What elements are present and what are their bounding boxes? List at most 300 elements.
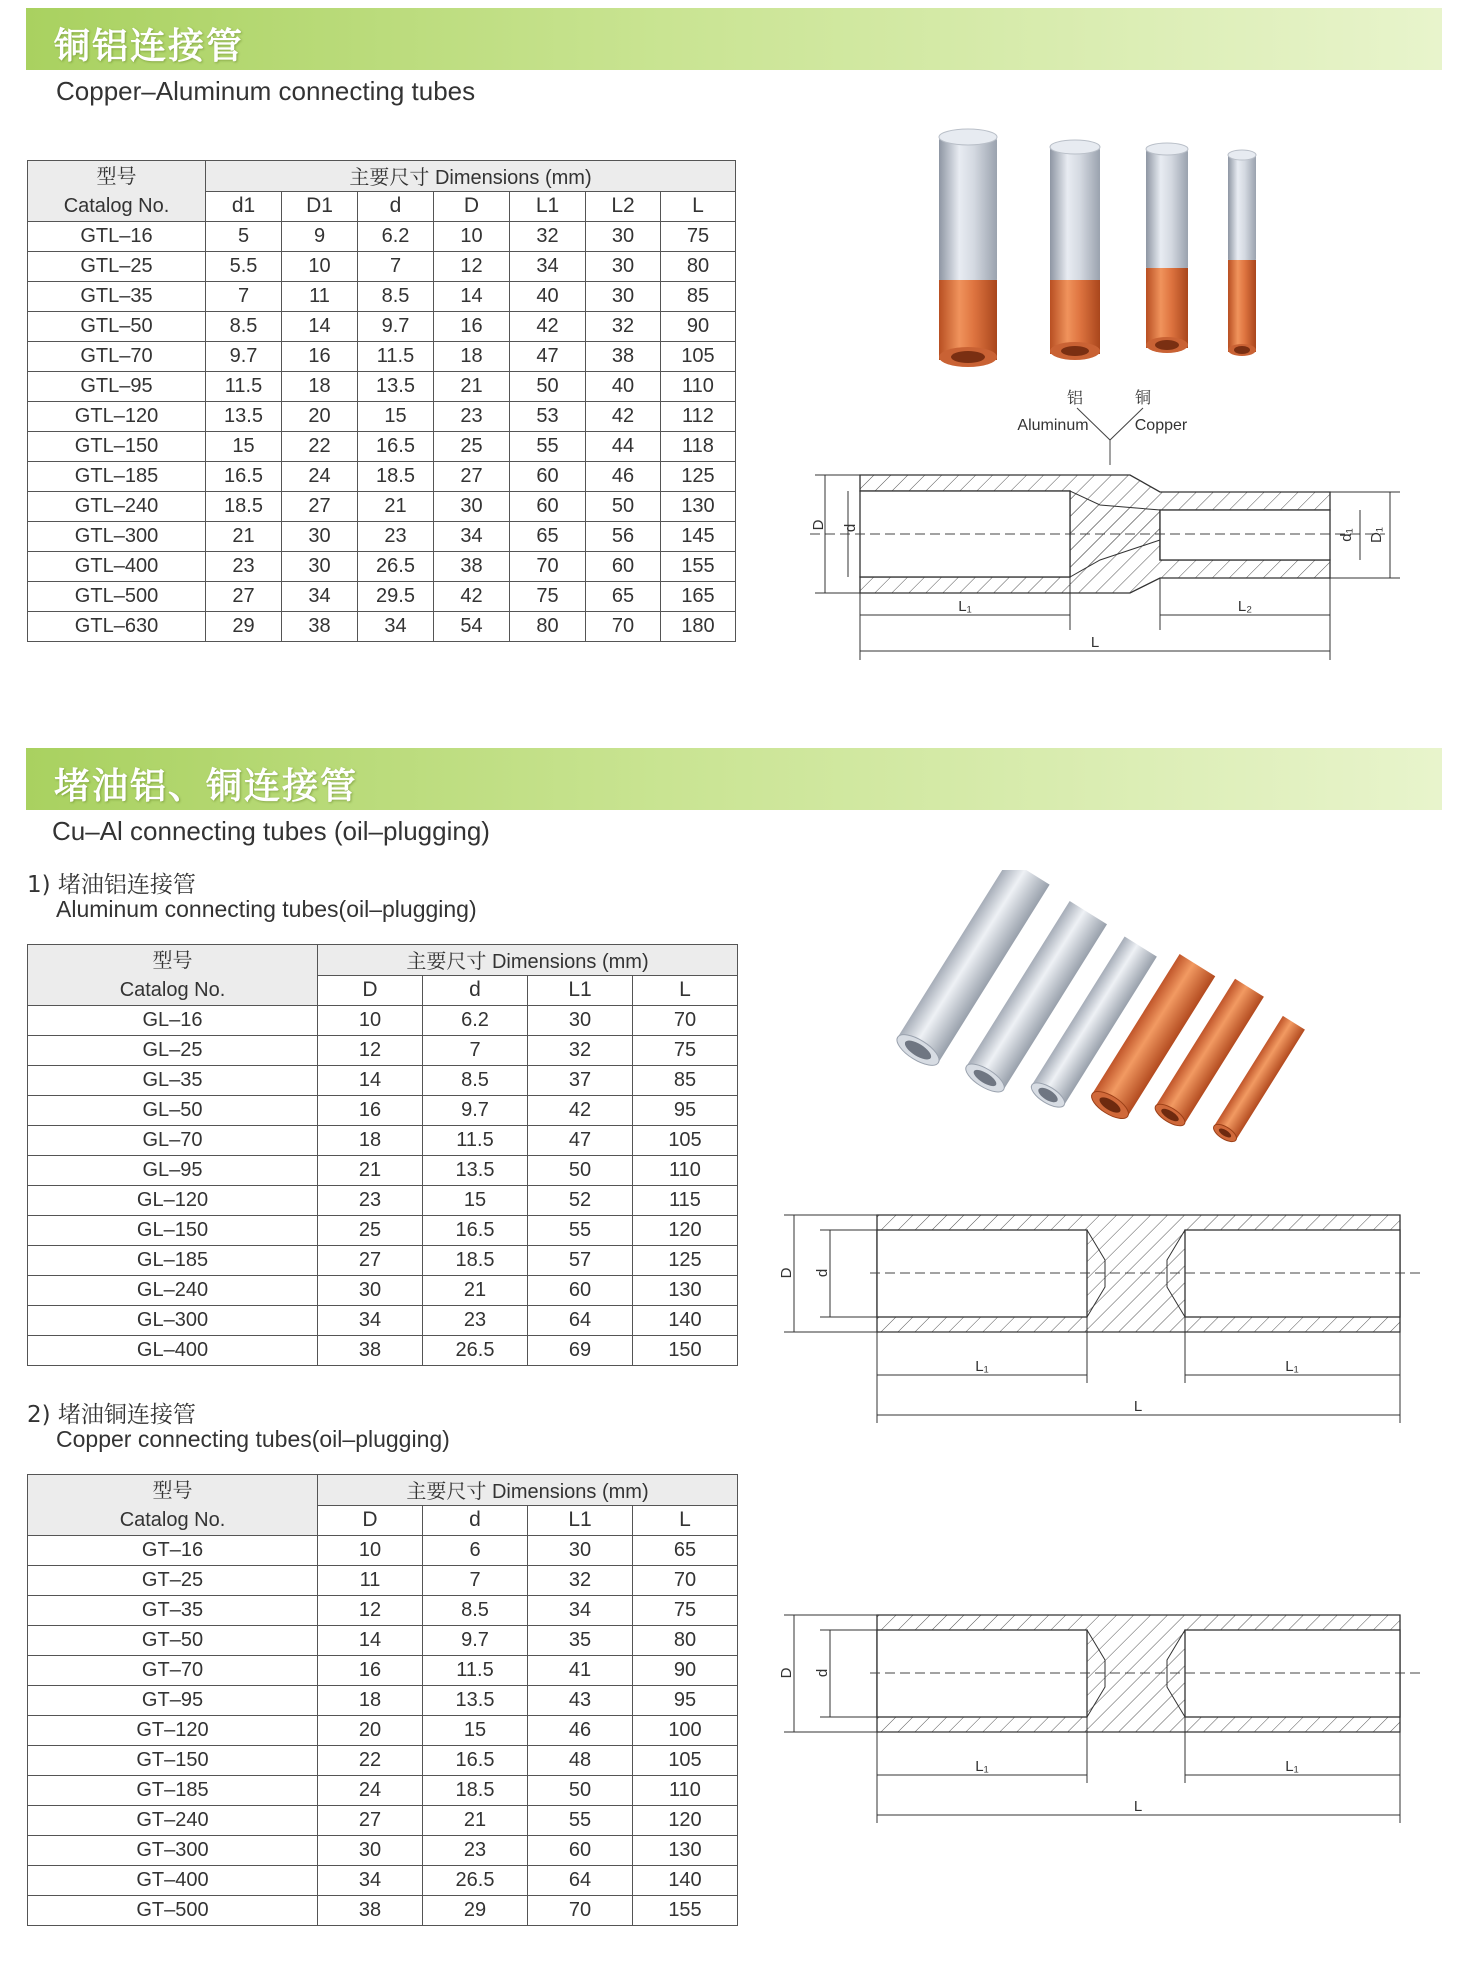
table-row <box>28 1336 738 1366</box>
column-header: L <box>633 1505 738 1536</box>
catalog-header-cn: 型号 <box>152 1478 193 1502</box>
dimension-cell: 12 <box>318 1596 423 1626</box>
dimension-cell: 70 <box>633 1566 738 1596</box>
catalog-number-cell: GTL–95 <box>28 372 206 402</box>
dimension-cell: 43 <box>528 1686 633 1716</box>
dimension-cell: 70 <box>528 1896 633 1926</box>
dimension-cell: 56 <box>586 522 661 552</box>
dimension-cell: 52 <box>528 1186 633 1216</box>
catalog-number-cell: GTL–500 <box>28 582 206 612</box>
table-row <box>28 1806 738 1836</box>
table-row <box>28 1306 738 1336</box>
catalog-number-cell: GTL–120 <box>28 402 206 432</box>
catalog-header <box>28 161 206 222</box>
dimension-cell: 57 <box>528 1246 633 1276</box>
dimension-cell: 44 <box>586 432 661 462</box>
dimension-cell: 85 <box>633 1066 738 1096</box>
dimension-cell: 21 <box>423 1806 528 1836</box>
dimension-cell: 8.5 <box>423 1066 528 1096</box>
table-row <box>28 492 736 522</box>
table-row <box>28 1536 738 1566</box>
tube-photo-4 <box>1228 150 1256 356</box>
table-row <box>28 432 736 462</box>
dimension-cell: 48 <box>528 1746 633 1776</box>
dimension-cell: 50 <box>528 1776 633 1806</box>
dimension-cell: 155 <box>661 552 736 582</box>
dimension-cell: 23 <box>423 1836 528 1866</box>
dimension-cell: 34 <box>528 1596 633 1626</box>
catalog-number-cell: GT–70 <box>28 1656 318 1686</box>
dimension-cell: 40 <box>510 282 586 312</box>
column-header: L2 <box>586 191 661 222</box>
dimension-cell: 46 <box>528 1716 633 1746</box>
dimension-cell: 65 <box>586 582 661 612</box>
dimension-cell: 35 <box>528 1626 633 1656</box>
section2-subtitle: Cu–Al connecting tubes (oil–plugging) <box>52 816 490 846</box>
catalog-number-cell: GL–95 <box>28 1156 318 1186</box>
catalog-header-en: Catalog No. <box>119 1509 226 1531</box>
dimension-cell: 130 <box>633 1836 738 1866</box>
table-row <box>28 1626 738 1656</box>
gl-technical-drawing <box>770 1205 1430 1435</box>
dimension-cell: 27 <box>282 492 358 522</box>
dimension-cell: 165 <box>661 582 736 612</box>
catalog-number-cell: GL–35 <box>28 1066 318 1096</box>
aluminum-label-en: Aluminum <box>1017 417 1089 434</box>
dimension-cell: 34 <box>510 252 586 282</box>
dimension-cell: 100 <box>633 1716 738 1746</box>
part2-heading-en: Copper connecting tubes(oil–plugging) <box>56 1426 450 1452</box>
dim-D1-label: D₁ <box>1368 527 1385 543</box>
table-row <box>28 1066 738 1096</box>
section1-banner <box>26 8 1442 70</box>
dimension-cell: 22 <box>318 1746 423 1776</box>
dimension-cell: 80 <box>633 1626 738 1656</box>
dimension-cell: 10 <box>318 1536 423 1566</box>
dimension-cell: 53 <box>510 402 586 432</box>
column-header: D <box>318 1505 423 1536</box>
dimension-cell: 16.5 <box>423 1216 528 1246</box>
column-header: L <box>633 975 738 1006</box>
dimension-cell: 27 <box>206 582 282 612</box>
copper-aluminum-tubes-photo <box>925 125 1285 370</box>
catalog-number-cell: GTL–35 <box>28 282 206 312</box>
catalog-number-cell: GTL–400 <box>28 552 206 582</box>
dimension-cell: 27 <box>318 1246 423 1276</box>
dimension-cell: 16 <box>282 342 358 372</box>
dimension-cell: 27 <box>318 1806 423 1836</box>
dimension-cell: 29.5 <box>358 582 434 612</box>
part1-heading-en: Aluminum connecting tubes(oil–plugging) <box>56 896 477 922</box>
dimension-cell: 55 <box>510 432 586 462</box>
dim-L-label: L <box>1090 634 1100 651</box>
table-row <box>28 612 736 642</box>
catalog-number-cell: GTL–300 <box>28 522 206 552</box>
dimension-cell: 24 <box>318 1776 423 1806</box>
dimension-cell: 95 <box>633 1686 738 1716</box>
table-row <box>28 1246 738 1276</box>
column-header: L <box>661 191 736 222</box>
column-header: D <box>434 191 510 222</box>
dimension-cell: 15 <box>423 1716 528 1746</box>
dimension-cell: 11.5 <box>423 1126 528 1156</box>
dimension-cell: 75 <box>633 1596 738 1626</box>
dimension-cell: 5 <box>206 222 282 252</box>
dimension-cell: 8.5 <box>206 312 282 342</box>
dimension-cell: 69 <box>528 1336 633 1366</box>
dim-D-label: D <box>810 519 827 531</box>
dimension-cell: 145 <box>661 522 736 552</box>
column-header: L1 <box>528 975 633 1006</box>
dimension-cell: 34 <box>318 1306 423 1336</box>
dimension-cell: 60 <box>510 492 586 522</box>
dimension-cell: 38 <box>282 612 358 642</box>
dimension-cell: 11 <box>318 1566 423 1596</box>
dimension-cell: 21 <box>423 1276 528 1306</box>
dimension-cell: 110 <box>661 372 736 402</box>
dimension-cell: 65 <box>633 1536 738 1566</box>
dimension-cell: 60 <box>510 462 586 492</box>
catalog-number-cell: GT–16 <box>28 1536 318 1566</box>
dimension-cell: 11.5 <box>423 1656 528 1686</box>
table-row <box>28 1656 738 1686</box>
dimension-cell: 7 <box>423 1036 528 1066</box>
gt-cross-section <box>870 1615 1425 1732</box>
dimension-cell: 40 <box>586 372 661 402</box>
dimension-cell: 9.7 <box>206 342 282 372</box>
dimension-cell: 14 <box>318 1066 423 1096</box>
table-row <box>28 462 736 492</box>
dimension-cell: 21 <box>318 1156 423 1186</box>
catalog-number-cell: GTL–240 <box>28 492 206 522</box>
dimension-cell: 8.5 <box>358 282 434 312</box>
dim-d-label: d <box>814 1668 831 1678</box>
catalog-number-cell: GL–185 <box>28 1246 318 1276</box>
dimension-cell: 120 <box>633 1216 738 1246</box>
gl-cross-section <box>870 1215 1425 1332</box>
dimension-cell: 75 <box>661 222 736 252</box>
dimension-cell: 16.5 <box>358 432 434 462</box>
dimension-cell: 105 <box>661 342 736 372</box>
dimension-cell: 50 <box>510 372 586 402</box>
table-row <box>28 552 736 582</box>
dim-d1-label: d₁ <box>1338 528 1355 542</box>
dimension-cell: 30 <box>586 252 661 282</box>
dimension-cell: 14 <box>282 312 358 342</box>
dimension-cell: 70 <box>633 1006 738 1036</box>
dimension-cell: 34 <box>358 612 434 642</box>
dimension-cell: 23 <box>206 552 282 582</box>
dimension-cell: 15 <box>206 432 282 462</box>
column-header: d <box>423 975 528 1006</box>
dimension-cell: 115 <box>633 1186 738 1216</box>
dimension-cell: 38 <box>434 552 510 582</box>
table-row <box>28 1866 738 1896</box>
dim-L1-right-label: L₁ <box>1285 1358 1299 1375</box>
dimension-cell: 38 <box>318 1336 423 1366</box>
dimensions-header <box>318 945 738 976</box>
dimension-cell: 32 <box>586 312 661 342</box>
dimension-cell: 30 <box>282 522 358 552</box>
table-row <box>28 1216 738 1246</box>
table-row <box>28 1156 738 1186</box>
dim-L-label: L <box>1133 1398 1143 1415</box>
dim-d-label: d <box>842 523 859 533</box>
dimension-cell: 13.5 <box>206 402 282 432</box>
dimension-cell: 29 <box>206 612 282 642</box>
table-row <box>28 1896 738 1926</box>
dimension-cell: 90 <box>661 312 736 342</box>
dimension-cell: 23 <box>423 1306 528 1336</box>
dimension-cell: 55 <box>528 1806 633 1836</box>
catalog-number-cell: GT–35 <box>28 1596 318 1626</box>
dimensions-header-en: Dimensions (mm) <box>491 1481 649 1504</box>
table-row <box>28 1566 738 1596</box>
table-row <box>28 1276 738 1306</box>
catalog-number-cell: GT–400 <box>28 1866 318 1896</box>
catalog-number-cell: GT–95 <box>28 1686 318 1716</box>
column-header: L1 <box>510 191 586 222</box>
catalog-number-cell: GL–70 <box>28 1126 318 1156</box>
dimension-cell: 5.5 <box>206 252 282 282</box>
dimension-cell: 34 <box>318 1866 423 1896</box>
dimension-cell: 125 <box>661 462 736 492</box>
dim-d-label: d <box>814 1268 831 1278</box>
dimension-cell: 95 <box>633 1096 738 1126</box>
table-row <box>28 372 736 402</box>
catalog-number-cell: GT–150 <box>28 1746 318 1776</box>
dimension-cell: 27 <box>434 462 510 492</box>
table-row <box>28 1596 738 1626</box>
dimensions-header-cn: 主要尺寸 <box>406 1479 487 1504</box>
dimensions-header <box>318 1475 738 1506</box>
table-row <box>28 582 736 612</box>
dimensions-header <box>206 161 736 192</box>
dimension-cell: 15 <box>423 1186 528 1216</box>
oil-plugging-tubes-photo <box>870 870 1340 1170</box>
dimension-cell: 180 <box>661 612 736 642</box>
dimension-cell: 155 <box>633 1896 738 1926</box>
section2-title: 堵油铝、铜连接管 <box>54 766 359 807</box>
gtl-technical-drawing <box>765 380 1425 670</box>
tube-photo-2 <box>1050 140 1100 360</box>
dimension-cell: 50 <box>528 1156 633 1186</box>
table-row <box>28 1186 738 1216</box>
dimension-cell: 23 <box>358 522 434 552</box>
column-header: d <box>358 191 434 222</box>
dimension-cell: 16 <box>318 1656 423 1686</box>
table-row <box>28 1686 738 1716</box>
dimension-cell: 60 <box>586 552 661 582</box>
table-row <box>28 522 736 552</box>
dimension-cell: 7 <box>206 282 282 312</box>
dimension-cell: 30 <box>528 1006 633 1036</box>
dimension-cell: 47 <box>528 1126 633 1156</box>
dimension-cell: 125 <box>633 1246 738 1276</box>
catalog-number-cell: GTL–185 <box>28 462 206 492</box>
dimensions-header-cn: 主要尺寸 <box>406 949 487 974</box>
dimension-cell: 7 <box>358 252 434 282</box>
dimension-cell: 130 <box>633 1276 738 1306</box>
dimension-cell: 90 <box>633 1656 738 1686</box>
dimension-cell: 10 <box>282 252 358 282</box>
dimension-cell: 6 <box>423 1536 528 1566</box>
dimension-cell: 105 <box>633 1126 738 1156</box>
dimension-cell: 42 <box>586 402 661 432</box>
dimension-cell: 85 <box>661 282 736 312</box>
dimension-cell: 140 <box>633 1306 738 1336</box>
dimension-cell: 30 <box>586 282 661 312</box>
dimension-cell: 15 <box>358 402 434 432</box>
dimension-cell: 23 <box>318 1186 423 1216</box>
catalog-number-cell: GT–25 <box>28 1566 318 1596</box>
dimension-cell: 32 <box>510 222 586 252</box>
part1-heading-cn: 1) 堵油铝连接管 <box>27 872 196 898</box>
dimension-cell: 42 <box>434 582 510 612</box>
dimension-cell: 12 <box>318 1036 423 1066</box>
dimension-cell: 80 <box>661 252 736 282</box>
dimension-cell: 9 <box>282 222 358 252</box>
copper-label-en: Copper <box>1134 417 1188 434</box>
dimension-cell: 9.7 <box>423 1096 528 1126</box>
dimension-cell: 9.7 <box>423 1626 528 1656</box>
catalog-number-cell: GT–120 <box>28 1716 318 1746</box>
dimension-cell: 18.5 <box>358 462 434 492</box>
section1-subtitle: Copper–Aluminum connecting tubes <box>56 76 476 106</box>
table-row <box>28 342 736 372</box>
dimensions-header-en: Dimensions (mm) <box>434 167 592 190</box>
dimension-cell: 37 <box>528 1066 633 1096</box>
catalog-number-cell: GTL–150 <box>28 432 206 462</box>
gtl-spec-table <box>27 160 736 642</box>
dimension-cell: 21 <box>206 522 282 552</box>
dimension-cell: 18 <box>434 342 510 372</box>
catalog-number-cell: GL–25 <box>28 1036 318 1066</box>
catalog-number-cell: GTL–16 <box>28 222 206 252</box>
dimension-cell: 26.5 <box>358 552 434 582</box>
section1-title: 铜铝连接管 <box>54 26 245 67</box>
dimension-cell: 13.5 <box>423 1686 528 1716</box>
catalog-number-cell: GL–16 <box>28 1006 318 1036</box>
column-header: D1 <box>282 191 358 222</box>
table-row <box>28 1036 738 1066</box>
dimensions-header-cn: 主要尺寸 <box>349 165 430 190</box>
dimension-cell: 112 <box>661 402 736 432</box>
dimension-cell: 75 <box>510 582 586 612</box>
dimension-cell: 32 <box>528 1566 633 1596</box>
dimension-cell: 38 <box>586 342 661 372</box>
dimension-cell: 105 <box>633 1746 738 1776</box>
dimension-cell: 23 <box>434 402 510 432</box>
dimension-cell: 70 <box>586 612 661 642</box>
dimension-cell: 18.5 <box>206 492 282 522</box>
dimension-cell: 30 <box>434 492 510 522</box>
dimension-cell: 34 <box>282 582 358 612</box>
dimension-cell: 41 <box>528 1656 633 1686</box>
dim-L-label: L <box>1133 1798 1143 1815</box>
column-header: L1 <box>528 1505 633 1536</box>
dimension-cell: 14 <box>434 282 510 312</box>
table-row <box>28 1716 738 1746</box>
dimension-cell: 21 <box>434 372 510 402</box>
dimension-cell: 16.5 <box>206 462 282 492</box>
dim-D-label: D <box>778 1267 795 1279</box>
dimension-cell: 21 <box>358 492 434 522</box>
table-row <box>28 1006 738 1036</box>
column-header: d <box>423 1505 528 1536</box>
dim-L2-label: L₂ <box>1237 598 1253 615</box>
dimension-cell: 25 <box>434 432 510 462</box>
dimension-cell: 20 <box>282 402 358 432</box>
column-header: d1 <box>206 191 282 222</box>
dimension-cell: 60 <box>528 1836 633 1866</box>
dim-L1-left-label: L₁ <box>975 1758 989 1775</box>
dimension-cell: 80 <box>510 612 586 642</box>
catalog-header-en: Catalog No. <box>63 195 170 217</box>
dimension-cell: 18.5 <box>423 1246 528 1276</box>
gtl-cross-section <box>810 475 1385 593</box>
catalog-header-cn: 型号 <box>96 164 137 188</box>
dimension-cell: 22 <box>282 432 358 462</box>
table-row <box>28 282 736 312</box>
dim-L1-label: L₁ <box>958 598 972 615</box>
dimension-cell: 60 <box>528 1276 633 1306</box>
dimension-cell: 12 <box>434 252 510 282</box>
dimension-cell: 26.5 <box>423 1336 528 1366</box>
dimension-cell: 70 <box>510 552 586 582</box>
dim-D-label: D <box>778 1667 795 1679</box>
catalog-number-cell: GTL–630 <box>28 612 206 642</box>
dim-L1-right-label: L₁ <box>1285 1758 1299 1775</box>
dim-L1-left-label: L₁ <box>975 1358 989 1375</box>
catalog-header-cn: 型号 <box>152 948 193 972</box>
dimension-cell: 8.5 <box>423 1596 528 1626</box>
dimension-cell: 14 <box>318 1626 423 1656</box>
dimension-cell: 26.5 <box>423 1866 528 1896</box>
table-row <box>28 402 736 432</box>
dimension-cell: 30 <box>528 1536 633 1566</box>
dimension-cell: 130 <box>661 492 736 522</box>
table-row <box>28 1126 738 1156</box>
catalog-number-cell: GTL–70 <box>28 342 206 372</box>
table-row <box>28 222 736 252</box>
table-row <box>28 1096 738 1126</box>
dimension-cell: 24 <box>282 462 358 492</box>
section2-banner <box>26 748 1442 810</box>
dimension-cell: 32 <box>528 1036 633 1066</box>
catalog-number-cell: GL–150 <box>28 1216 318 1246</box>
catalog-header <box>28 1475 318 1536</box>
catalog-number-cell: GT–240 <box>28 1806 318 1836</box>
catalog-number-cell: GL–50 <box>28 1096 318 1126</box>
dimension-cell: 55 <box>528 1216 633 1246</box>
catalog-number-cell: GL–400 <box>28 1336 318 1366</box>
dimension-cell: 30 <box>282 552 358 582</box>
dimension-cell: 30 <box>586 222 661 252</box>
dimension-cell: 7 <box>423 1566 528 1596</box>
catalog-header-en: Catalog No. <box>119 979 226 1001</box>
dimension-cell: 25 <box>318 1216 423 1246</box>
catalog-number-cell: GTL–25 <box>28 252 206 282</box>
part2-heading-cn: 2) 堵油铜连接管 <box>27 1402 196 1428</box>
dimension-cell: 18 <box>282 372 358 402</box>
dimension-cell: 18 <box>318 1126 423 1156</box>
copper-label-cn: 铜 <box>1134 388 1152 407</box>
table-row <box>28 252 736 282</box>
dimension-cell: 46 <box>586 462 661 492</box>
tube-photo-1 <box>939 129 997 367</box>
tube-photo-3 <box>1146 143 1188 353</box>
